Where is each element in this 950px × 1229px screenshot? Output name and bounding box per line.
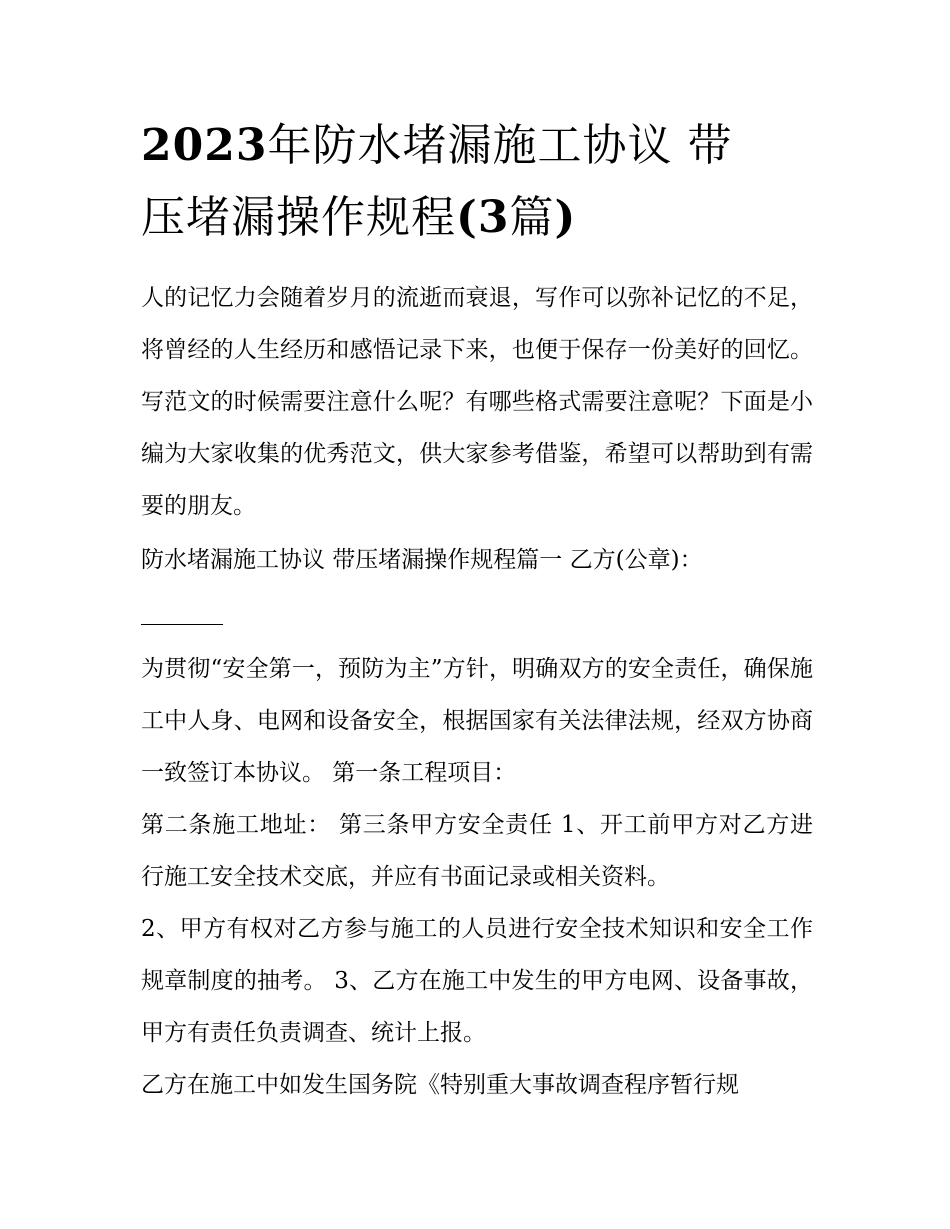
title-close: ) (554, 192, 577, 243)
title-unit: 篇 (509, 192, 555, 243)
body-paragraph: 第二条施工地址： 第三条甲方安全责任 1、开工前甲方对乙方进行施工安全技术交底，并应有书面记录或相关资料。 (141, 812, 813, 890)
title-line2: 压堵漏操作规程 (141, 192, 456, 243)
body-paragraph: 2、甲方有权对乙方参与施工的人员进行安全技术知识和安全工作规章制度的抽考。 3、乙方在施工中发生的甲方电网、设备事故，甲方有责任负责调查、统计上报。 (141, 916, 813, 1046)
title-year: 2023 (141, 120, 268, 171)
intro-paragraph: 人的记忆力会随着岁月的流逝而衰退，写作可以弥补记忆的不足，将曾经的人生经历和感悟记录下来，也便于保存一份美好的回忆。写范文的时候需要注意什么呢？有哪些格式需要注意呢？下面是小编为大家收集的优秀范文，供大家参考借鉴，希望可以帮助到有需要的朋友。 (141, 285, 813, 519)
title-line1: 年防水堵漏施工协议 带 (267, 120, 733, 171)
document-title (141, 110, 813, 254)
title-count: (3 (456, 192, 510, 243)
body-paragraph: 为贯彻“安全第一，预防为主”方针，明确双方的安全责任，确保施工中人身、电网和设备安全，根据国家有关法律法规，经双方协商一致签订本协议。 第一条工程项目： (141, 656, 813, 786)
signature-blank-line (141, 624, 223, 625)
body-paragraph: 乙方在施工中如发生国务院《特别重大事故调查程序暂行规 (141, 1072, 739, 1098)
section-heading: 防水堵漏施工协议 带压堵漏操作规程篇一 乙方(公章)： (141, 547, 703, 573)
document-page (141, 110, 813, 1111)
